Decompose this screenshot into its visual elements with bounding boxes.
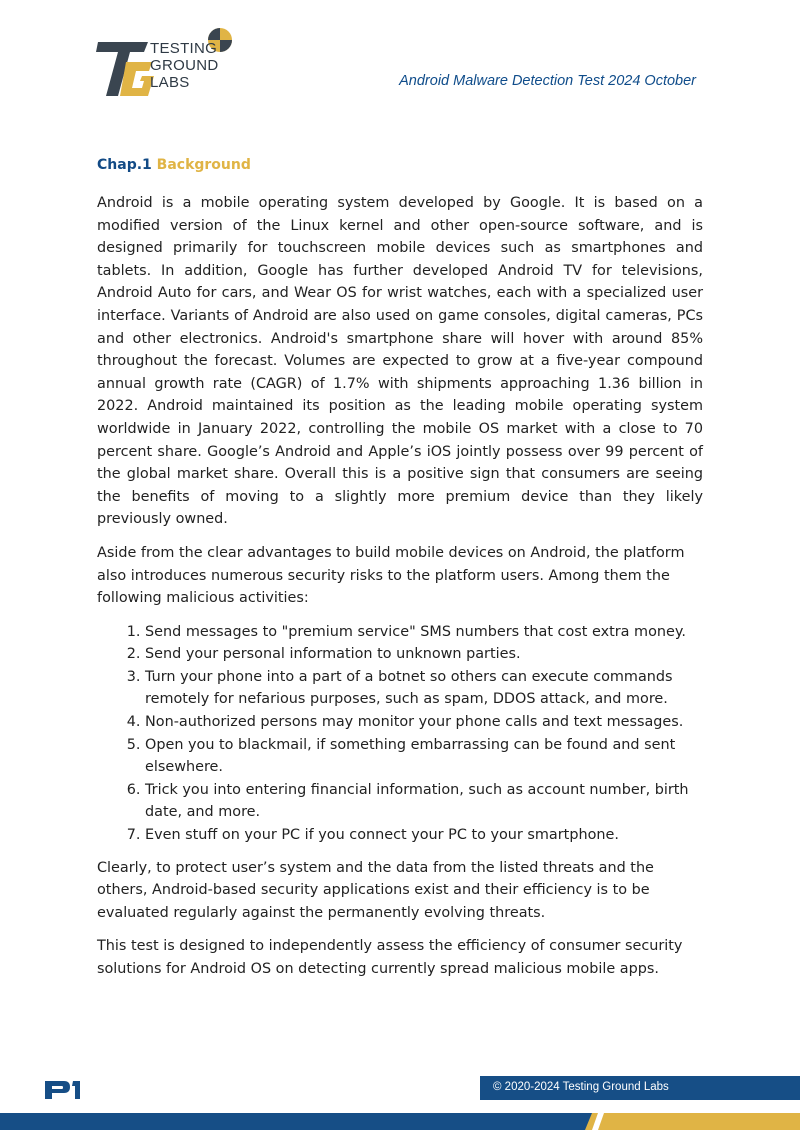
paragraph-test-purpose: This test is designed to independently assess the efficiency of consumer security solutions for Android OS on detecting currently spread malicious mobile apps. (97, 938, 683, 977)
list-item: 5. Open you to blackmail, if something embarrassing can be found and sent elsewhere. (145, 734, 703, 779)
main-content (97, 157, 703, 992)
logo-line-ground: GROUND (150, 57, 219, 74)
copyright-text: © 2020-2024 Testing Ground Labs (493, 1081, 669, 1093)
list-item: 2. Send your personal information to unknown parties. (145, 643, 703, 666)
paragraph-protection: Clearly, to protect user’s system and the data from the listed threats and the others, Android-based security applications exist and their efficiency is to be evaluated regularly against the permanently evolving threats. (97, 859, 654, 921)
p1-logo (44, 1079, 84, 1101)
logo-line-labs: LABS (150, 74, 190, 91)
list-item: 6. Trick you into entering financial information, such as account number, birth date, and more. (145, 779, 703, 824)
paragraph-security-risks: Aside from the clear advantages to build mobile devices on Android, the platform also introduces numerous security risks to the platform users. Among them the following malicious activities: (97, 544, 685, 607)
threat-list (97, 621, 703, 847)
list-item: 3. Turn your phone into a part of a botnet so others can execute commands remotely for nefarious purposes, such as spam, DDOS attack, and more. (145, 666, 703, 711)
list-item: 1. Send messages to "premium service" SMS numbers that cost extra money. (145, 621, 703, 644)
chapter-number: Chap.1 (97, 157, 152, 173)
logo-wordmark (150, 40, 240, 91)
bottom-stripe (0, 1113, 800, 1130)
list-item: 4. Non-authorized persons may monitor your phone calls and text messages. (145, 711, 703, 734)
paragraph-android-overview: Android is a mobile operating system developed by Google. It is based on a modified version of the Linux kernel and other open-source software, and is designed primarily for touchscreen mobile devices such as smartphones and tablets. In addition, Google has further developed Android TV for televisions, Android Auto for cars, and Wear OS for wrist watches, each with a specialized user interface. Variants of Android are also used on game consoles, digital cameras, PCs and other electronics. Android's smartphone share will hover with around 85% throughout the forecast. Volumes are expected to grow at a five-year compound annual growth rate (CAGR) of 1.7% with shipments approaching 1.36 billion in 2022. Android maintained its position as the leading mobile operating system worldwide in January 2022, controlling the mobile OS market with a close to 70 percent share. Google’s Android and Apple’s iOS jointly possess over 99 percent of the global market share. Overall this is a positive sign that consumers are seeing the benefits of moving to a slightly more premium device than they likely previously owned. (97, 195, 703, 528)
chapter-heading (97, 157, 703, 173)
document-title: Android Malware Detection Test 2024 October (399, 73, 696, 89)
chapter-name: Background (156, 157, 251, 173)
list-item: 7. Even stuff on your PC if you connect your PC to your smartphone. (145, 824, 703, 847)
logo-line-testing: TESTING (150, 40, 218, 57)
